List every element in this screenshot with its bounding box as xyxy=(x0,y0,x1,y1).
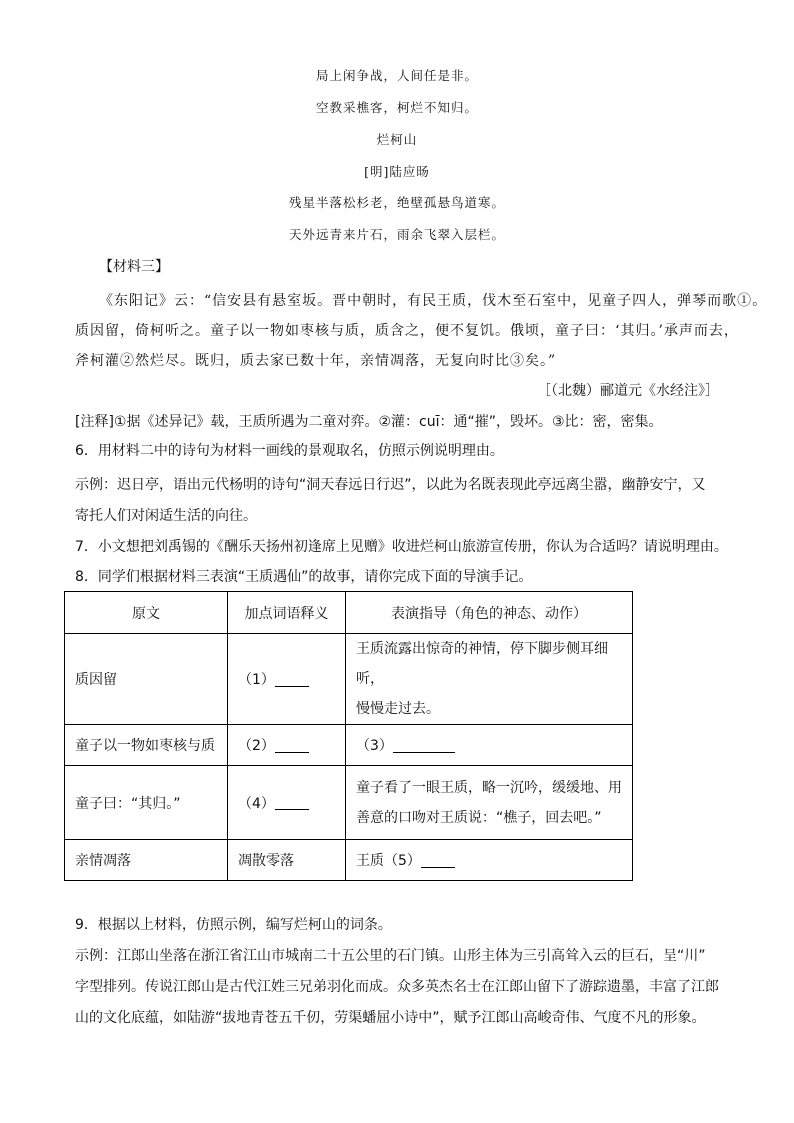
annotation-note: [注释]①据《述异记》载，王质所遇为二童对弈。②灌：cuī：通“摧”，毁坏。③比：密，密集。 xyxy=(75,414,663,430)
table-cell-guidance: （3） xyxy=(346,725,633,766)
question-9-example: 示例：江郎山坐落在浙江省江山市城南二十五公里的石门镇。山形主体为三引高耸入云的巨石，呈“川” xyxy=(75,948,706,964)
table-header: 原文 xyxy=(65,592,228,634)
table-cell-guidance: 童子看了一眼王质，略一沉吟，缓缓地、用 善意的口吻对王质说：“樵子，回去吧。” xyxy=(346,766,633,840)
poem-author: [明]陆应旸 xyxy=(364,164,430,179)
question-6: 6．用材料二中的诗句为材料一画线的景观取名，仿照示例说明理由。 xyxy=(75,443,504,459)
question-9: 9．根据以上材料，仿照示例，编写烂柯山的词条。 xyxy=(75,917,392,933)
poem-line: 空教采樵客，柯烂不知归。 xyxy=(315,100,478,115)
table-cell-original: 童子以一物如枣核与质 xyxy=(65,725,228,766)
material-text-line: 《东阳记》云：“信安县有悬室坂。晋中朝时，有民王质，伐木至石室中，见童子四人，弹琴而歌①。 xyxy=(99,293,768,309)
source-citation: ［（北魏）郦道元《水经注》］ xyxy=(537,383,719,399)
table-cell-guidance: 王质（5） xyxy=(346,840,633,881)
answer-blank[interactable] xyxy=(275,797,309,810)
answer-blank[interactable] xyxy=(275,740,309,753)
poem-line: 残星半落松杉老，绝壁孤悬鸟道寒。 xyxy=(288,195,505,210)
table-row xyxy=(65,634,633,725)
director-notes-table xyxy=(64,591,633,881)
material-text-line: 质因留，倚柯听之。童子以一物如枣核与质，质含之，便不复饥。俄顷，童子曰：‘其归。’承声而去， xyxy=(75,323,739,339)
question-9-example: 字型排列。传说江郎山是古代江姓三兄弟羽化而成。众多英杰名士在江郎山留下了游踪遗墨，丰富了江郎 xyxy=(75,979,719,995)
section-heading: 【材料三】 xyxy=(99,259,169,275)
question-8: 8．同学们根据材料三表演“王质遇仙”的故事，请你完成下面的导演手记。 xyxy=(75,569,533,585)
table-header: 加点词语释义 xyxy=(228,592,346,634)
table-row xyxy=(65,840,633,881)
table-cell-meaning: （4） xyxy=(228,766,346,840)
table-cell-meaning: （1） xyxy=(228,634,346,725)
answer-blank[interactable] xyxy=(275,674,309,687)
table-cell-meaning: 凋散零落 xyxy=(228,840,346,881)
material-text-line: 斧柯灌②然烂尽。既归，质去家已数十年，亲情凋落，无复向时比③矣。” xyxy=(75,353,557,369)
answer-blank[interactable] xyxy=(393,740,455,753)
question-9-example: 山的文化底蕴，如陆游“拔地青苍五千仞，劳渠蟠屈小诗中”，赋予江郎山高峻奇伟、气度不凡的形象。 xyxy=(75,1010,706,1026)
answer-blank[interactable] xyxy=(421,855,455,868)
table-cell-original: 童子曰：“其归。” xyxy=(65,766,228,840)
question-6-example: 寄托人们对闲适生活的向往。 xyxy=(75,508,257,524)
poem-line: 天外远青来片石，雨余飞翠入层栏。 xyxy=(288,227,505,242)
table-row xyxy=(65,766,633,840)
question-6-example: 示例：迟日亭，语出元代杨明的诗句“洞天春远日行迟”，以此为名既表现此亭远离尘嚣，幽静安宁，又 xyxy=(75,477,706,493)
table-row xyxy=(65,725,633,766)
table-header-row xyxy=(65,592,633,634)
poem-title: 烂柯山 xyxy=(376,132,418,147)
table-cell-meaning: （2） xyxy=(228,725,346,766)
table-cell-original: 质因留 xyxy=(65,634,228,725)
table-cell-guidance: 王质流露出惊奇的神情，停下脚步侧耳细听， 慢慢走过去。 xyxy=(346,634,633,725)
table-cell-original: 亲情凋落 xyxy=(65,840,228,881)
poem-line: 局上闲争战，人间任是非。 xyxy=(315,68,478,83)
table-header: 表演指导（角色的神态、动作） xyxy=(346,592,633,634)
question-7: 7．小文想把刘禹锡的《酬乐天扬州初逢席上见赠》收进烂柯山旅游宣传册，你认为合适吗？请说明理由。 xyxy=(75,539,728,555)
